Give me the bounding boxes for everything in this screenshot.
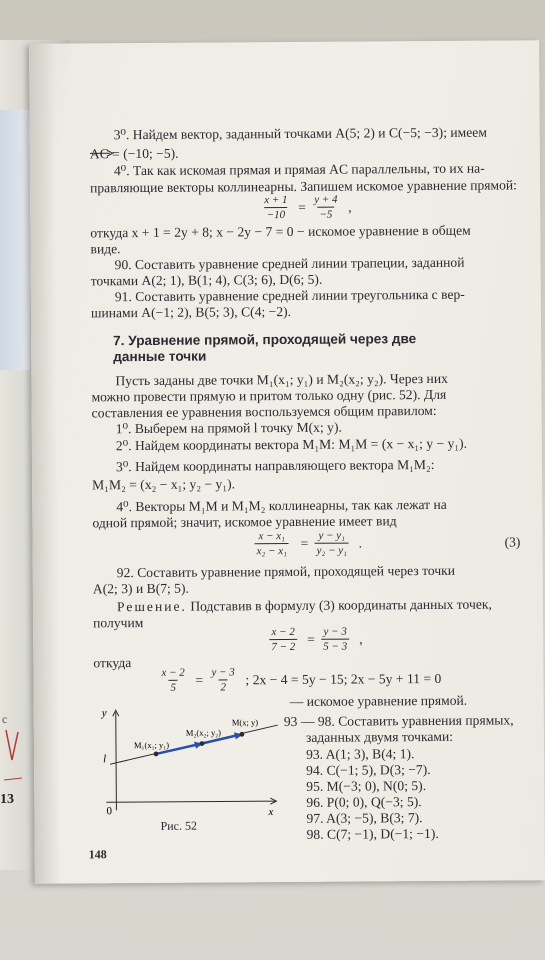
book-page: [29, 40, 545, 884]
side-page-number: 13: [0, 792, 14, 807]
figure-52: [100, 705, 281, 816]
step-3: 3⁰. Найдем координаты направляющего вектора M₁M₂:: [115, 456, 435, 475]
red-pen-scribble: [2, 720, 28, 800]
point-m-label: M(x; y): [231, 717, 259, 728]
side-letter: c: [2, 712, 8, 726]
fraction-denominator: 5: [168, 680, 178, 694]
exercise-91: 91. Составить уравнение средней линии треугольника с вер-: [114, 286, 465, 305]
section-title-cont: данные точки: [113, 348, 207, 365]
fraction: [209, 666, 237, 693]
x-axis-label: x: [268, 806, 274, 817]
formula-3-fraction-left: [254, 530, 289, 557]
text-line: 4⁰. Так как искомая прямая и прямая AC параллельны, то их на-: [113, 160, 485, 179]
equals-sign: =: [298, 199, 306, 215]
text-line: A(2; 3) и B(7; 5).: [92, 580, 189, 597]
equals-sign: =: [195, 672, 204, 688]
solution-text: Подставив в формулу (3) координаты данных точек,: [186, 596, 492, 614]
fraction-numerator: x − 2: [161, 666, 185, 679]
punctuation: .: [358, 535, 363, 551]
step-3-vector: M₁M₂ = (x₂ − x₁; y₂ − y₁).: [92, 476, 236, 493]
exercise-92: 92. Составить уравнение прямой, проходящей через точки: [116, 562, 456, 581]
fraction-numerator: x − x₁: [258, 530, 285, 543]
solution-word: Решение.: [116, 598, 187, 615]
x-axis: [106, 801, 276, 802]
text-line: виде.: [90, 241, 121, 257]
text-line: шинами A(−1; 2), B(5; 3), C(4; −2).: [90, 303, 292, 321]
step-1: 1⁰. Выберем на прямой l точку M(x; y).: [115, 419, 342, 437]
exercise-93: 93. A(1; 3), B(4; 1).: [305, 746, 415, 762]
paragraph-line: Пусть заданы две точки M₁(x₁; y₁) и M₂(x₂; y₂). Через них: [115, 370, 448, 389]
exercise-93-98: 93 — 98. Составить уравнения прямых,: [283, 712, 514, 730]
fraction-denominator: 2: [218, 679, 228, 693]
exercise-95: 95. M(−3; 0), N(0; 5).: [306, 778, 427, 794]
paragraph-line: составления ее уравнения воспользуемся общим правилом:: [91, 402, 437, 421]
text-line: получим: [93, 615, 144, 631]
fraction: [262, 194, 290, 221]
origin-label: 0: [106, 805, 112, 817]
text-line: AC = (−10; −5).: [89, 145, 179, 162]
equals-sign: =: [307, 631, 315, 647]
blue-page-edge: [0, 110, 30, 370]
point-m1-label: M₁(x₁; y₁): [133, 739, 170, 751]
step-4: 4⁰. Векторы M₁M и M₁M₂ коллинеарны, так как лежат на: [116, 496, 447, 515]
line-through-two-points-diagram: [100, 705, 281, 816]
page-gutter-shadow: [29, 44, 61, 884]
y-axis-label: y: [101, 707, 107, 720]
page-number: 148: [88, 847, 107, 862]
fraction: [312, 194, 340, 221]
text-line: правляющие векторы коллинеарны. Запишем искомое уравнение прямой:: [90, 177, 517, 196]
y-axis: [116, 712, 117, 810]
text-line: откуда x + 1 = 2y + 8; x − 2y − 7 = 0 − искомое уравнение в общем: [90, 222, 471, 241]
point-m2-label: M₂(x₂; y₂): [185, 727, 222, 738]
exercise-94: 94. C(−1; 5), D(3; −7).: [306, 762, 431, 778]
formula-3-fraction-right: [314, 530, 349, 557]
section-title: 7. Уравнение прямой, проходящей через две: [113, 331, 417, 349]
fraction: [269, 626, 297, 653]
fraction-numerator: y + 4: [314, 193, 338, 206]
figure-caption: Рис. 52: [160, 818, 198, 833]
step-2: 2⁰. Найдем координаты вектора M₁M: M₁M = (x − x₁; y − y₁).: [115, 435, 468, 454]
fraction-denominator: 7 − 2: [269, 639, 297, 653]
fraction: [159, 667, 187, 694]
fraction-denominator: 5 − 3: [321, 639, 349, 653]
line-label: l: [103, 753, 107, 766]
fraction-numerator: x − 2: [271, 625, 295, 639]
fraction-denominator: −5: [317, 207, 334, 221]
punctuation: ,: [348, 199, 352, 215]
fraction-numerator: y − 3: [211, 666, 235, 679]
fraction-denominator: x₂ − x₁: [255, 543, 289, 557]
solution-line: [117, 597, 492, 616]
fraction-denominator: −10: [265, 207, 288, 221]
text-line: — искомое уравнение прямой.: [289, 692, 468, 709]
fraction: [321, 626, 349, 653]
point-m: [239, 732, 244, 737]
exercise-90: 90. Составить уравнение средней линии трапеции, заданной: [114, 254, 465, 273]
exercise-97: 97. A(3; −5), B(3; 7).: [306, 810, 423, 826]
equation-rest: ; 2x − 4 = 5y − 15; 2x − 5y + 11 = 0: [245, 670, 442, 688]
exercise-96: 96. P(0; 0), Q(−3; 5).: [306, 794, 422, 810]
fraction-numerator: x + 1: [264, 193, 288, 207]
point-m1: [154, 752, 159, 757]
fraction-denominator: y₂ − y₁: [315, 543, 349, 557]
text-line: откуда: [93, 655, 132, 671]
point-m2: [200, 741, 205, 746]
equals-sign: =: [300, 535, 309, 551]
exercise-98: 98. C(7; −1), D(−1; −1).: [306, 825, 439, 842]
fraction-numerator: y − 3: [323, 625, 347, 638]
text-line: 3⁰. Найдем вектор, заданный точками A(5; 2) и C(−5; −3); имеем: [113, 124, 487, 143]
equation-number: (3): [504, 534, 521, 550]
punctuation: ,: [359, 631, 363, 647]
text-line: заданных двумя точками:: [305, 728, 454, 745]
step-4-cont: одной прямой; значит, искомое уравнение имеет вид: [92, 513, 397, 531]
fraction-numerator: y − y₁: [318, 529, 345, 542]
paragraph-line: можно провести прямую и притом только одну (рис. 52). Для: [91, 386, 447, 405]
text-line: точками A(2; 1), B(1; 4), C(3; 6), D(6; 5).: [90, 271, 323, 289]
